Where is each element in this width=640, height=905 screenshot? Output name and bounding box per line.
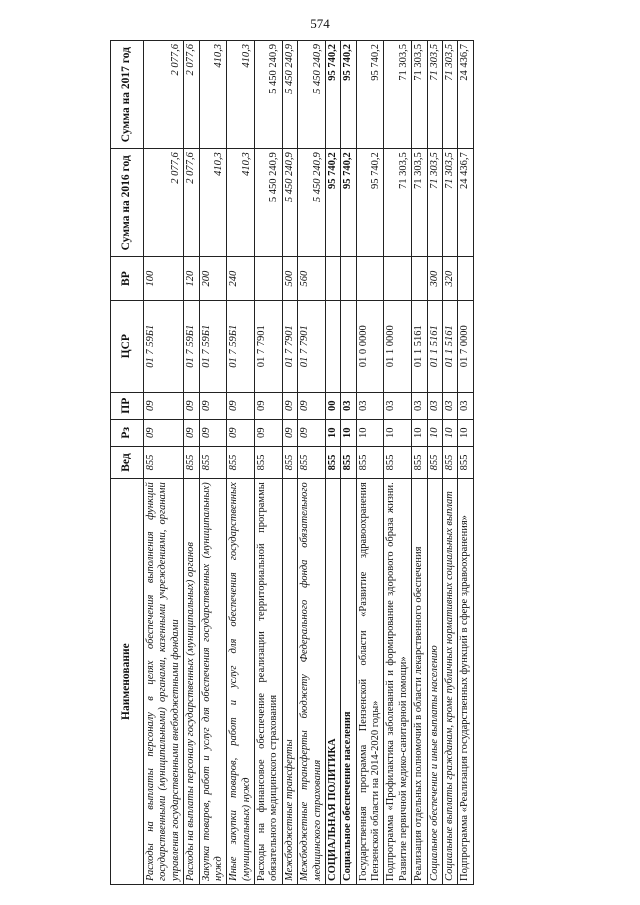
- cell-rz: 10: [341, 419, 356, 446]
- cell-name: Иные закупки товаров, работ и услуг для обеспечения государственных (муниципальных) нужд: [227, 479, 255, 885]
- cell-csr: 01 7 0000: [458, 300, 473, 392]
- cell-ved: 855: [227, 446, 255, 478]
- cell-ved: 855: [427, 446, 442, 478]
- table-row: [384, 41, 412, 885]
- cell-sum2017: 2 077,6: [144, 41, 184, 149]
- cell-sum2016: 71 303,5: [412, 149, 427, 257]
- budget-table: [110, 40, 474, 885]
- cell-ved: 855: [199, 446, 227, 478]
- cell-vr: 100: [144, 257, 184, 300]
- cell-sum2016: 24 436,7: [458, 149, 473, 257]
- cell-sum2017: 95 740,2: [356, 41, 384, 149]
- cell-sum2016: 2 077,6: [144, 149, 184, 257]
- cell-ved: 855: [412, 446, 427, 478]
- cell-sum2017: 95 740,2: [325, 41, 340, 149]
- cell-rz: 09: [199, 419, 227, 446]
- cell-sum2017: 5 450 240,9: [255, 41, 283, 149]
- cell-rz: 10: [384, 419, 412, 446]
- cell-sum2017: 71 303,5: [442, 41, 457, 149]
- cell-csr: 01 1 0000: [384, 300, 412, 392]
- cell-ved: 855: [458, 446, 473, 478]
- table-header-row: [111, 41, 144, 885]
- cell-csr: 01 1 5161: [427, 300, 442, 392]
- table-row: [282, 41, 297, 885]
- cell-sum2016: 5 450 240,9: [298, 149, 326, 257]
- cell-rz: 09: [255, 419, 283, 446]
- cell-pr: 03: [458, 392, 473, 419]
- table-row: [144, 41, 184, 885]
- header-vr: ВР: [111, 257, 144, 300]
- cell-sum2017: 71 303,5: [412, 41, 427, 149]
- cell-vr: 320: [442, 257, 457, 300]
- table-row: [255, 41, 283, 885]
- table-row: [427, 41, 442, 885]
- header-sum-2017: Сумма на 2017 год: [111, 41, 144, 149]
- cell-csr: 01 7 7901: [255, 300, 283, 392]
- cell-pr: 09: [255, 392, 283, 419]
- cell-ved: 855: [325, 446, 340, 478]
- cell-sum2016: 410,3: [227, 149, 255, 257]
- table-row: [341, 41, 356, 885]
- cell-csr: 01 7 59Б1: [199, 300, 227, 392]
- cell-vr: 300: [427, 257, 442, 300]
- cell-sum2017: 5 450 240,9: [298, 41, 326, 149]
- page-number: 574: [310, 16, 330, 31]
- cell-name: Социальные выплаты гражданам, кроме публичных нормативных социальных выплат: [442, 479, 457, 885]
- cell-sum2017: 71 303,5: [384, 41, 412, 149]
- rotated-table-container: [110, 40, 580, 885]
- cell-vr: [412, 257, 427, 300]
- header-pr: ПР: [111, 392, 144, 419]
- cell-vr: 500: [282, 257, 297, 300]
- cell-name: Реализация отдельных полномочий в области лекарственного обеспечения: [412, 479, 427, 885]
- cell-vr: [384, 257, 412, 300]
- cell-pr: 03: [356, 392, 384, 419]
- cell-csr: 01 7 7901: [298, 300, 326, 392]
- header-rz: Рз: [111, 419, 144, 446]
- cell-sum2017: 95 740,2: [341, 41, 356, 149]
- cell-vr: 240: [227, 257, 255, 300]
- cell-ved: 855: [384, 446, 412, 478]
- cell-pr: 03: [341, 392, 356, 419]
- table-row: [442, 41, 457, 885]
- cell-sum2017: 24 436,7: [458, 41, 473, 149]
- header-name: Наименование: [111, 479, 144, 885]
- cell-sum2017: 410,3: [227, 41, 255, 149]
- cell-name: Социальное обеспечение и иные выплаты населению: [427, 479, 442, 885]
- cell-sum2016: 95 740,2: [341, 149, 356, 257]
- table-row: [298, 41, 326, 885]
- header-ved: Вед: [111, 446, 144, 478]
- cell-ved: 855: [144, 446, 184, 478]
- table-row: [412, 41, 427, 885]
- cell-pr: 03: [427, 392, 442, 419]
- cell-sum2017: 410,3: [199, 41, 227, 149]
- cell-csr: 01 7 59Б1: [144, 300, 184, 392]
- header-csr: ЦСР: [111, 300, 144, 392]
- cell-vr: [458, 257, 473, 300]
- cell-sum2016: 71 303,5: [384, 149, 412, 257]
- cell-pr: 09: [184, 392, 199, 419]
- cell-name: Подпрограмма «Профилактика заболеваний и формирование здорового образа жизни. Развитие первичной медико-санитарной помощи»: [384, 479, 412, 885]
- cell-pr: 09: [199, 392, 227, 419]
- cell-rz: 09: [227, 419, 255, 446]
- cell-name: Социальное обеспечение населения: [341, 479, 356, 885]
- cell-csr: [341, 300, 356, 392]
- cell-rz: 10: [442, 419, 457, 446]
- cell-ved: 855: [442, 446, 457, 478]
- cell-sum2016: 5 450 240,9: [255, 149, 283, 257]
- cell-sum2017: 2 077,6: [184, 41, 199, 149]
- cell-pr: 00: [325, 392, 340, 419]
- cell-vr: [255, 257, 283, 300]
- cell-pr: 09: [282, 392, 297, 419]
- cell-sum2016: 410,3: [199, 149, 227, 257]
- cell-rz: 09: [144, 419, 184, 446]
- cell-sum2016: 95 740,2: [325, 149, 340, 257]
- cell-ved: 855: [298, 446, 326, 478]
- cell-name: Расходы на выплаты персоналу в целях обеспечения выполнения функций государственными (муниципальными) органами, казенными учреждениями, органами управления государственными внебюджетными фондами: [144, 479, 184, 885]
- cell-csr: 01 1 5161: [442, 300, 457, 392]
- cell-ved: 855: [356, 446, 384, 478]
- cell-ved: 855: [184, 446, 199, 478]
- cell-pr: 09: [144, 392, 184, 419]
- cell-vr: [341, 257, 356, 300]
- cell-pr: 09: [227, 392, 255, 419]
- cell-rz: 09: [298, 419, 326, 446]
- cell-rz: 09: [282, 419, 297, 446]
- cell-rz: 09: [184, 419, 199, 446]
- cell-sum2016: 5 450 240,9: [282, 149, 297, 257]
- cell-vr: 120: [184, 257, 199, 300]
- cell-name: СОЦИАЛЬНАЯ ПОЛИТИКА: [325, 479, 340, 885]
- cell-pr: 03: [412, 392, 427, 419]
- cell-csr: [325, 300, 340, 392]
- cell-name: Государственная программа Пензенской области «Развитие здравоохранения Пензенской области на 2014-2020 годы»: [356, 479, 384, 885]
- cell-pr: 03: [442, 392, 457, 419]
- cell-sum2016: 95 740,2: [356, 149, 384, 257]
- cell-pr: 03: [384, 392, 412, 419]
- cell-rz: 10: [458, 419, 473, 446]
- cell-csr: 01 1 5161: [412, 300, 427, 392]
- cell-name: Расходы на выплаты персоналу государственных (муниципальных) органов: [184, 479, 199, 885]
- cell-name: Межбюджетные трансферты бюджету Федерального фонда обязательного медицинского страхования: [298, 479, 326, 885]
- table-row: [199, 41, 227, 885]
- cell-name: Межбюджетные трансферты: [282, 479, 297, 885]
- cell-sum2017: 71 303,5: [427, 41, 442, 149]
- table-body: [144, 41, 474, 885]
- cell-csr: 01 7 59Б1: [227, 300, 255, 392]
- cell-sum2016: 2 077,6: [184, 149, 199, 257]
- cell-name: Подпрограмма «Реализация государственных функций в сфере здравоохранения»: [458, 479, 473, 885]
- cell-csr: 01 7 59Б1: [184, 300, 199, 392]
- cell-csr: 01 7 7901: [282, 300, 297, 392]
- table-row: [184, 41, 199, 885]
- cell-name: Расходы на финансовое обеспечение реализации территориальной программы обязательного медицинского страхования: [255, 479, 283, 885]
- cell-rz: 10: [427, 419, 442, 446]
- cell-rz: 10: [412, 419, 427, 446]
- cell-vr: 200: [199, 257, 227, 300]
- table-row: [227, 41, 255, 885]
- cell-vr: [325, 257, 340, 300]
- table-row: [325, 41, 340, 885]
- cell-vr: 560: [298, 257, 326, 300]
- cell-sum2017: 5 450 240,9: [282, 41, 297, 149]
- cell-rz: 10: [356, 419, 384, 446]
- cell-pr: 09: [298, 392, 326, 419]
- cell-csr: 01 0 0000: [356, 300, 384, 392]
- cell-ved: 855: [341, 446, 356, 478]
- cell-name: Закупка товаров, работ и услуг для обеспечения государственных (муниципальных) нужд: [199, 479, 227, 885]
- cell-sum2016: 71 303,5: [442, 149, 457, 257]
- cell-ved: 855: [282, 446, 297, 478]
- table-row: [356, 41, 384, 885]
- cell-rz: 10: [325, 419, 340, 446]
- table-row: [458, 41, 473, 885]
- cell-ved: 855: [255, 446, 283, 478]
- cell-sum2016: 71 303,5: [427, 149, 442, 257]
- header-sum-2016: Сумма на 2016 год: [111, 149, 144, 257]
- cell-vr: [356, 257, 384, 300]
